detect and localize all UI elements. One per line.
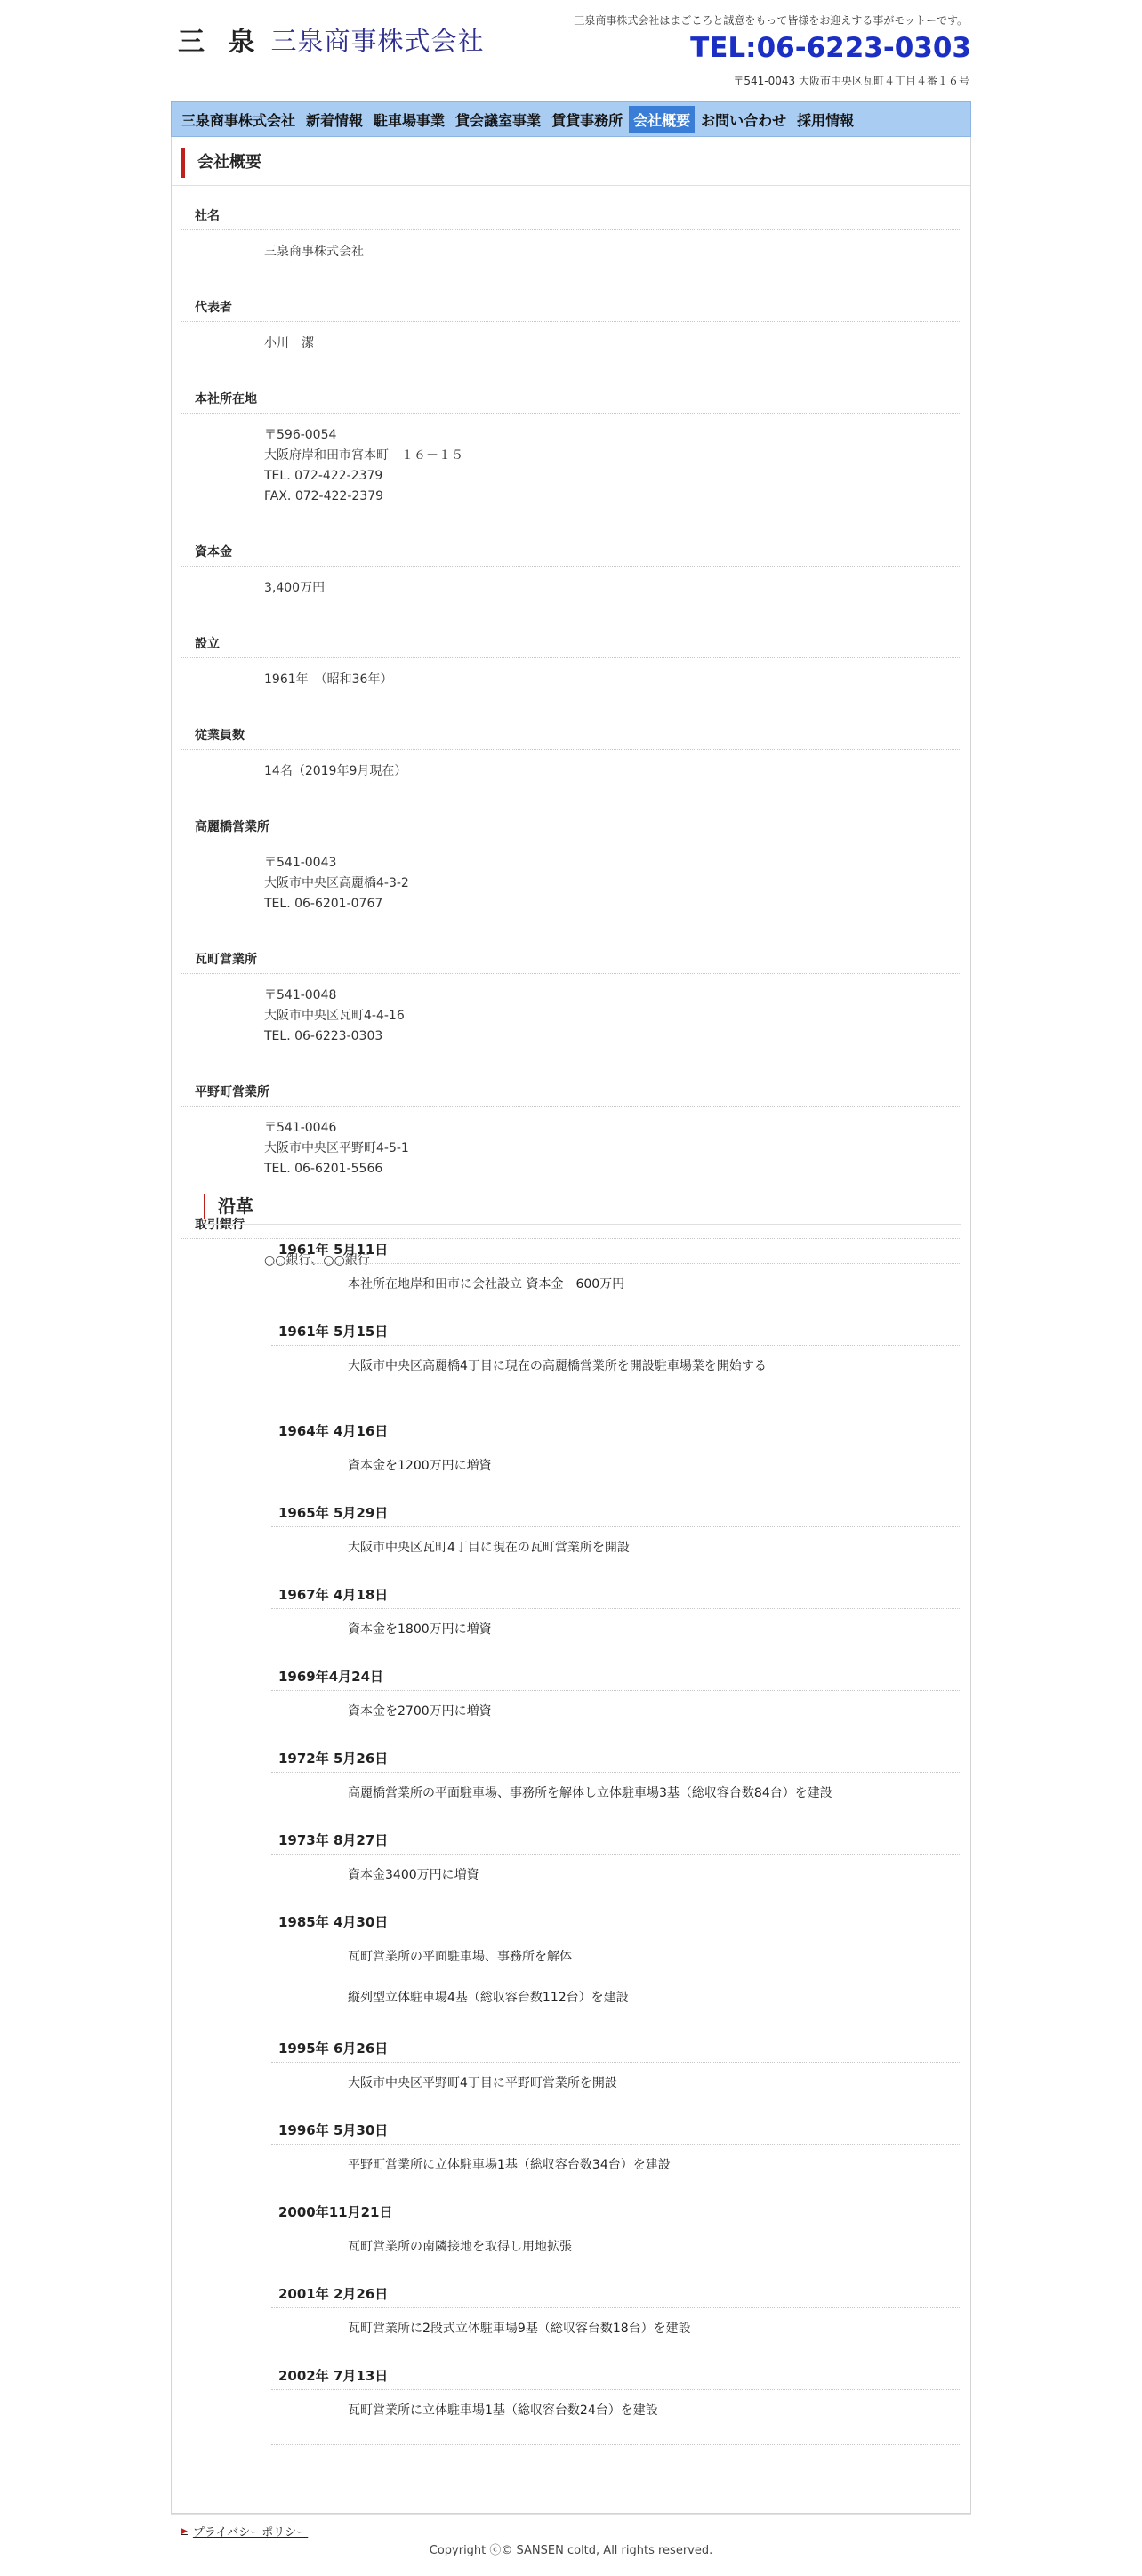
nav-item-2[interactable]: 駐車場事業 <box>374 111 446 129</box>
info-divider <box>181 321 961 322</box>
info-value: 大阪府岸和田市宮本町 １６－１５ <box>264 448 463 463</box>
history-divider <box>271 1345 961 1346</box>
history-description: 平野町営業所に立体駐車場1基（総収容台数34台）を建設 <box>348 2158 671 2172</box>
history-divider <box>271 1772 961 1773</box>
site-header <box>171 0 971 100</box>
history-date: 1961年 5月11日 <box>278 1242 389 1258</box>
header-address: 〒541-0043 大阪市中央区瓦町４丁目４番１６号 <box>733 75 969 87</box>
info-value: TEL. 072-422-2379 <box>264 469 383 483</box>
info-value: 3,400万円 <box>264 581 326 595</box>
history-date: 1995年 6月26日 <box>278 2041 389 2057</box>
history-divider <box>271 2144 961 2145</box>
history-description: 資本金を1800万円に増資 <box>348 1622 492 1637</box>
info-divider <box>181 973 961 974</box>
logo-mark: 三 泉 <box>178 27 262 58</box>
overview-title: 会社概要 <box>181 148 261 178</box>
info-value: TEL. 06-6201-5566 <box>264 1162 383 1176</box>
info-value: 大阪市中央区平野町4-5-1 <box>264 1141 409 1155</box>
history-date: 1972年 5月26日 <box>278 1751 389 1767</box>
nav-item-4[interactable]: 賃貸事務所 <box>551 111 623 129</box>
history-date: 1973年 8月27日 <box>278 1832 389 1848</box>
nav-item-6[interactable]: お問い合わせ <box>701 111 787 129</box>
history-description: 瓦町営業所に立体駐車場1基（総収容台数24台）を建設 <box>348 2403 658 2418</box>
info-label: 平野町営業所 <box>195 1085 269 1099</box>
history-description: 資本金3400万円に増資 <box>348 1868 479 1882</box>
info-divider <box>181 1238 961 1239</box>
info-value: 三泉商事株式会社 <box>264 245 364 259</box>
info-value: 〒596-0054 <box>264 428 337 442</box>
history-date: 1964年 4月16日 <box>278 1423 389 1439</box>
history-description: 高麗橋営業所の平面駐車場、事務所を解体し立体駐車場3基（総収容台数84台）を建設 <box>348 1786 832 1800</box>
history-description: 資本金を1200万円に増資 <box>348 1459 492 1473</box>
info-value: 大阪市中央区高麗橋4-3-2 <box>264 876 409 890</box>
info-value: 〒541-0046 <box>264 1121 337 1135</box>
info-label: 代表者 <box>195 301 232 315</box>
overview-title-rule <box>172 185 970 186</box>
info-value: 〒541-0048 <box>264 988 337 1002</box>
history-divider <box>271 2062 961 2063</box>
privacy-policy-label: プライバシーポリシー <box>192 2526 309 2540</box>
history-date: 1996年 5月30日 <box>278 2122 389 2138</box>
info-value: 小川 潔 <box>264 336 314 350</box>
nav-item-5[interactable]: 会社概要 <box>629 106 695 133</box>
history-divider <box>271 2307 961 2308</box>
info-value: TEL. 06-6201-0767 <box>264 897 383 911</box>
history-divider <box>271 1608 961 1609</box>
info-divider <box>181 413 961 414</box>
main-content <box>171 137 971 2514</box>
info-label: 高麗橋営業所 <box>195 820 269 834</box>
history-date: 1961年 5月15日 <box>278 1324 389 1340</box>
history-description: 本社所在地岸和田市に会社設立 資本金 600万円 <box>348 1277 625 1292</box>
nav-item-0[interactable]: 三泉商事株式会社 <box>181 111 296 129</box>
history-date: 1965年 5月29日 <box>278 1505 389 1521</box>
privacy-policy-link[interactable] <box>181 2523 308 2540</box>
info-value: 大阪市中央区瓦町4-4-16 <box>264 1009 405 1023</box>
history-date: 1969年4月24日 <box>278 1669 384 1685</box>
info-value: 14名（2019年9月現在） <box>264 764 407 778</box>
arrow-right-icon: ▶ <box>181 2526 188 2536</box>
info-value: ○○銀行、○○銀行 <box>264 1253 370 1268</box>
info-label: 瓦町営業所 <box>195 953 257 967</box>
info-value: 1961年 （昭和36年） <box>264 672 393 687</box>
info-label: 設立 <box>195 637 220 651</box>
history-date: 2000年11月21日 <box>278 2204 393 2220</box>
history-date: 2002年 7月13日 <box>278 2368 389 2384</box>
header-tel[interactable]: TEL:06-6223-0303 <box>690 32 971 64</box>
history-description: 瓦町営業所の南隣接地を取得し用地拡張 <box>348 2240 572 2254</box>
history-title: 沿革 <box>204 1194 253 1219</box>
history-description: 瓦町営業所の平面駐車場、事務所を解体 <box>348 1950 572 1964</box>
nav-item-1[interactable]: 新着情報 <box>306 111 364 129</box>
history-description: 縦列型立体駐車場4基（総収容台数112台）を建設 <box>348 1991 629 2005</box>
history-divider <box>271 1526 961 1527</box>
history-divider <box>271 2389 961 2390</box>
history-description: 大阪市中央区高麗橋4丁目に現在の高麗橋営業所を開設駐車場業を開始する <box>348 1359 767 1373</box>
history-divider <box>271 1854 961 1855</box>
info-divider <box>181 229 961 230</box>
info-divider <box>181 749 961 750</box>
info-label: 資本金 <box>195 545 232 559</box>
history-end-rule <box>271 2444 961 2445</box>
info-label: 本社所在地 <box>195 392 257 407</box>
history-divider <box>271 1690 961 1691</box>
logo-company-name: 三泉商事株式会社 <box>270 25 485 56</box>
site-logo[interactable] <box>178 20 484 59</box>
history-description: 大阪市中央区平野町4丁目に平野町営業所を開設 <box>348 2076 617 2090</box>
nav-item-7[interactable]: 採用情報 <box>797 111 855 129</box>
history-date: 2001年 2月26日 <box>278 2286 389 2302</box>
history-date: 1985年 4月30日 <box>278 1914 389 1930</box>
info-value: TEL. 06-6223-0303 <box>264 1029 383 1043</box>
info-divider <box>181 657 961 658</box>
copyright: Copyright ⓒ© SANSEN coltd, All rights reserved. <box>429 2544 713 2557</box>
history-title-rule <box>204 1224 961 1225</box>
page <box>171 0 971 2418</box>
info-value: 〒541-0043 <box>264 856 337 870</box>
info-label: 取引銀行 <box>195 1218 245 1232</box>
history-description: 瓦町営業所に2段式立体駐車場9基（総収容台数18台）を建設 <box>348 2322 691 2336</box>
info-label: 従業員数 <box>195 729 245 743</box>
info-divider <box>181 1106 961 1107</box>
info-label: 社名 <box>195 209 220 223</box>
history-description: 資本金を2700万円に増資 <box>348 1704 492 1719</box>
main-nav <box>171 101 971 137</box>
history-description: 大阪市中央区瓦町4丁目に現在の瓦町営業所を開設 <box>348 1541 630 1555</box>
nav-item-3[interactable]: 貸会議室事業 <box>455 111 542 129</box>
footer-rule <box>171 2514 971 2515</box>
info-value: FAX. 072-422-2379 <box>264 489 384 503</box>
history-divider <box>271 1263 961 1264</box>
tagline: 三泉商事株式会社はまごころと誠意をもって皆様をお迎えする事がモットーです。 <box>574 14 968 27</box>
history-date: 1967年 4月18日 <box>278 1587 389 1603</box>
info-divider <box>181 566 961 567</box>
